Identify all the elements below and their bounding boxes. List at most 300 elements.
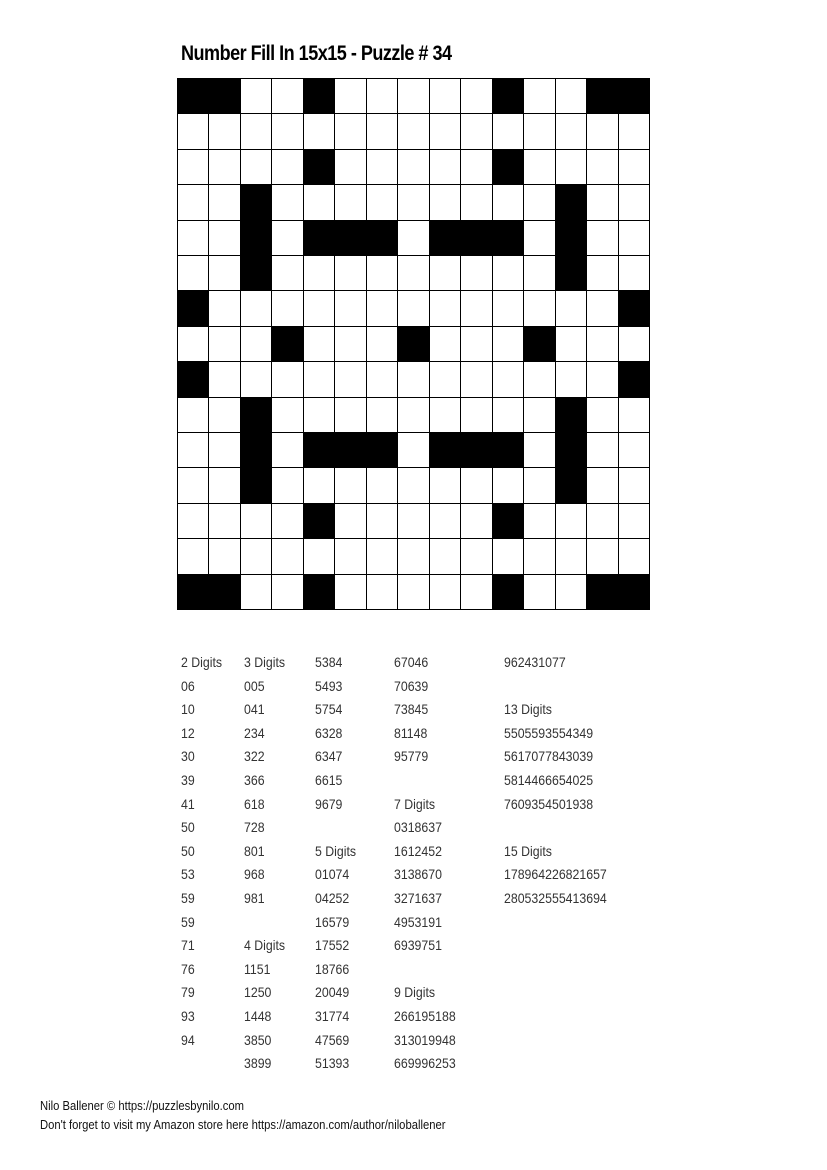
- black-cell: [241, 398, 271, 432]
- white-cell[interactable]: [430, 327, 460, 361]
- white-cell[interactable]: [587, 150, 617, 184]
- white-cell[interactable]: [304, 291, 334, 325]
- white-cell[interactable]: [556, 362, 586, 396]
- white-cell[interactable]: [587, 221, 617, 255]
- word-list-entry: 178964226821657: [504, 866, 607, 883]
- white-cell[interactable]: [430, 79, 460, 113]
- white-cell[interactable]: [461, 504, 491, 538]
- white-cell[interactable]: [335, 504, 365, 538]
- white-cell[interactable]: [272, 468, 302, 502]
- white-cell[interactable]: [398, 398, 428, 432]
- white-cell[interactable]: [461, 539, 491, 573]
- black-cell: [430, 433, 460, 467]
- white-cell[interactable]: [272, 575, 302, 609]
- white-cell[interactable]: [335, 575, 365, 609]
- word-list-entry: 6347: [315, 748, 343, 765]
- word-list-entry: 313019948: [394, 1031, 456, 1048]
- white-cell[interactable]: [524, 575, 554, 609]
- word-list-entry: 1250: [244, 984, 272, 1001]
- white-cell[interactable]: [587, 504, 617, 538]
- digit-group-heading: 7 Digits: [394, 795, 436, 812]
- white-cell[interactable]: [367, 114, 397, 148]
- white-cell[interactable]: [304, 539, 334, 573]
- word-list-entry: 30: [181, 748, 195, 765]
- white-cell[interactable]: [493, 185, 523, 219]
- white-cell[interactable]: [367, 256, 397, 290]
- word-list-entry: 5814466654025: [504, 771, 594, 788]
- white-cell[interactable]: [272, 114, 302, 148]
- white-cell[interactable]: [209, 114, 239, 148]
- word-list-entry: 51393: [315, 1055, 350, 1072]
- white-cell[interactable]: [367, 468, 397, 502]
- white-cell[interactable]: [178, 468, 208, 502]
- word-list-entry: 005: [244, 677, 265, 694]
- white-cell[interactable]: [272, 362, 302, 396]
- white-cell[interactable]: [430, 185, 460, 219]
- white-cell[interactable]: [461, 256, 491, 290]
- white-cell[interactable]: [524, 221, 554, 255]
- word-list-entry: 1151: [244, 960, 271, 977]
- black-cell: [493, 433, 523, 467]
- white-cell[interactable]: [556, 575, 586, 609]
- word-list-entry: 39: [181, 771, 195, 788]
- white-cell[interactable]: [619, 504, 649, 538]
- word-list-entry: [504, 816, 607, 840]
- white-cell[interactable]: [587, 468, 617, 502]
- white-cell[interactable]: [461, 185, 491, 219]
- white-cell[interactable]: [367, 575, 397, 609]
- white-cell[interactable]: [272, 221, 302, 255]
- black-cell: [304, 79, 334, 113]
- white-cell[interactable]: [619, 539, 649, 573]
- white-cell[interactable]: [304, 114, 334, 148]
- white-cell[interactable]: [367, 504, 397, 538]
- white-cell[interactable]: [524, 185, 554, 219]
- word-list-entry: 981: [244, 889, 265, 906]
- white-cell[interactable]: [209, 398, 239, 432]
- word-list-entry: 59: [181, 889, 195, 906]
- white-cell[interactable]: [178, 504, 208, 538]
- black-cell: [619, 362, 649, 396]
- white-cell[interactable]: [241, 504, 271, 538]
- black-cell: [398, 327, 428, 361]
- word-list-entry: 669996253: [394, 1055, 456, 1072]
- white-cell[interactable]: [178, 114, 208, 148]
- white-cell[interactable]: [524, 362, 554, 396]
- word-list-entry: 266195188: [394, 1007, 456, 1024]
- white-cell[interactable]: [587, 433, 617, 467]
- white-cell[interactable]: [461, 150, 491, 184]
- white-cell[interactable]: [461, 79, 491, 113]
- white-cell[interactable]: [241, 79, 271, 113]
- white-cell[interactable]: [335, 291, 365, 325]
- black-cell: [461, 433, 491, 467]
- white-cell[interactable]: [272, 291, 302, 325]
- word-list-entry: 3271637: [394, 889, 442, 906]
- white-cell[interactable]: [335, 362, 365, 396]
- word-list-entry: [504, 675, 607, 699]
- white-cell[interactable]: [304, 327, 334, 361]
- word-list-entry: 12: [181, 724, 195, 741]
- white-cell[interactable]: [430, 398, 460, 432]
- white-cell[interactable]: [493, 327, 523, 361]
- black-cell: [430, 221, 460, 255]
- white-cell[interactable]: [430, 150, 460, 184]
- white-cell[interactable]: [587, 539, 617, 573]
- word-list-entry: 20049: [315, 984, 350, 1001]
- black-cell: [556, 256, 586, 290]
- black-cell: [209, 79, 239, 113]
- white-cell[interactable]: [619, 468, 649, 502]
- black-cell: [304, 433, 334, 467]
- white-cell[interactable]: [209, 539, 239, 573]
- white-cell[interactable]: [209, 362, 239, 396]
- white-cell[interactable]: [524, 256, 554, 290]
- white-cell[interactable]: [493, 291, 523, 325]
- word-list-entry: 10: [181, 701, 195, 718]
- word-list-entry: 50: [181, 819, 195, 836]
- white-cell[interactable]: [430, 362, 460, 396]
- white-cell[interactable]: [461, 114, 491, 148]
- white-cell[interactable]: [367, 539, 397, 573]
- white-cell[interactable]: [209, 433, 239, 467]
- white-cell[interactable]: [241, 539, 271, 573]
- white-cell[interactable]: [430, 256, 460, 290]
- word-list-column-4: [394, 651, 456, 1076]
- white-cell[interactable]: [556, 539, 586, 573]
- word-list-entry: 801: [244, 842, 265, 859]
- white-cell[interactable]: [493, 539, 523, 573]
- word-list-entry: 76: [181, 960, 195, 977]
- black-cell: [619, 291, 649, 325]
- word-list-column-3: [315, 651, 356, 1076]
- word-list-entry: 93: [181, 1007, 195, 1024]
- white-cell[interactable]: [304, 398, 334, 432]
- white-cell[interactable]: [587, 398, 617, 432]
- white-cell[interactable]: [619, 150, 649, 184]
- black-cell: [493, 150, 523, 184]
- word-list-entry: [394, 769, 456, 793]
- black-cell: [493, 504, 523, 538]
- white-cell[interactable]: [304, 362, 334, 396]
- white-cell[interactable]: [524, 504, 554, 538]
- white-cell[interactable]: [430, 114, 460, 148]
- word-list-entry: [244, 911, 285, 935]
- white-cell[interactable]: [241, 291, 271, 325]
- white-cell[interactable]: [430, 291, 460, 325]
- white-cell[interactable]: [493, 468, 523, 502]
- word-list-entry: 0318637: [394, 819, 442, 836]
- white-cell[interactable]: [430, 468, 460, 502]
- white-cell[interactable]: [367, 362, 397, 396]
- black-cell: [241, 256, 271, 290]
- black-cell: [178, 79, 208, 113]
- white-cell[interactable]: [587, 362, 617, 396]
- white-cell[interactable]: [493, 362, 523, 396]
- black-cell: [367, 433, 397, 467]
- digit-group-heading: 2 Digits: [181, 654, 223, 670]
- word-list-entry: 31774: [315, 1007, 350, 1024]
- black-cell: [241, 221, 271, 255]
- word-list-entry: 41: [181, 795, 195, 812]
- black-cell: [556, 185, 586, 219]
- white-cell[interactable]: [398, 291, 428, 325]
- black-cell: [178, 291, 208, 325]
- white-cell[interactable]: [209, 185, 239, 219]
- word-list-entry: 94: [181, 1031, 195, 1048]
- white-cell[interactable]: [178, 221, 208, 255]
- white-cell[interactable]: [367, 79, 397, 113]
- white-cell[interactable]: [461, 291, 491, 325]
- word-list-entry: 041: [244, 701, 265, 718]
- digit-group-heading: 3 Digits: [244, 654, 286, 670]
- word-list-entry: 18766: [315, 960, 350, 977]
- digit-group-heading: 15 Digits: [504, 842, 552, 859]
- white-cell[interactable]: [335, 468, 365, 502]
- black-cell: [556, 468, 586, 502]
- white-cell[interactable]: [398, 433, 428, 467]
- word-list-entry: 322: [244, 748, 265, 765]
- word-list-column-2: [244, 651, 285, 1076]
- white-cell[interactable]: [619, 221, 649, 255]
- black-cell: [304, 150, 334, 184]
- word-list-entry: 968: [244, 866, 265, 883]
- footer: [40, 1097, 445, 1134]
- word-list-entry: 71: [181, 937, 195, 954]
- word-list-entry: 70639: [394, 677, 429, 694]
- black-cell: [556, 398, 586, 432]
- white-cell[interactable]: [524, 539, 554, 573]
- black-cell: [367, 221, 397, 255]
- footer-amazon-note: Don't forget to visit my Amazon store here https://amazon.com/author/niloballener: [40, 1117, 446, 1132]
- white-cell[interactable]: [335, 398, 365, 432]
- white-cell[interactable]: [398, 539, 428, 573]
- white-cell[interactable]: [241, 575, 271, 609]
- black-cell: [335, 433, 365, 467]
- white-cell[interactable]: [587, 327, 617, 361]
- word-list-entry: 7609354501938: [504, 795, 594, 812]
- black-cell: [241, 468, 271, 502]
- white-cell[interactable]: [178, 150, 208, 184]
- white-cell[interactable]: [619, 433, 649, 467]
- black-cell: [209, 575, 239, 609]
- white-cell[interactable]: [619, 256, 649, 290]
- black-cell: [178, 575, 208, 609]
- word-list-entry: 04252: [315, 889, 350, 906]
- white-cell[interactable]: [209, 468, 239, 502]
- word-list-entry: 234: [244, 724, 265, 741]
- black-cell: [493, 79, 523, 113]
- word-list-entry: 5384: [315, 654, 343, 670]
- white-cell[interactable]: [335, 79, 365, 113]
- white-cell[interactable]: [209, 221, 239, 255]
- white-cell[interactable]: [272, 539, 302, 573]
- white-cell[interactable]: [241, 327, 271, 361]
- white-cell[interactable]: [398, 185, 428, 219]
- white-cell[interactable]: [304, 468, 334, 502]
- white-cell[interactable]: [556, 150, 586, 184]
- white-cell[interactable]: [619, 398, 649, 432]
- white-cell[interactable]: [398, 221, 428, 255]
- white-cell[interactable]: [178, 256, 208, 290]
- white-cell[interactable]: [178, 433, 208, 467]
- white-cell[interactable]: [335, 327, 365, 361]
- word-list-entry: 728: [244, 819, 265, 836]
- white-cell[interactable]: [335, 539, 365, 573]
- word-list-entry: 01074: [315, 866, 350, 883]
- black-cell: [619, 79, 649, 113]
- white-cell[interactable]: [209, 291, 239, 325]
- white-cell[interactable]: [587, 185, 617, 219]
- word-list-entry: 67046: [394, 654, 429, 670]
- white-cell[interactable]: [461, 327, 491, 361]
- white-cell[interactable]: [398, 362, 428, 396]
- word-list-entry: 5617077843039: [504, 748, 594, 765]
- word-list-entry: 5754: [315, 701, 343, 718]
- word-list-entry: 6939751: [394, 937, 442, 954]
- white-cell[interactable]: [398, 150, 428, 184]
- word-list-entry: 73845: [394, 701, 429, 718]
- white-cell[interactable]: [367, 150, 397, 184]
- white-cell[interactable]: [587, 291, 617, 325]
- black-cell: [587, 79, 617, 113]
- word-list-entry: 4953191: [394, 913, 442, 930]
- word-list-entry: 17552: [315, 937, 350, 954]
- white-cell[interactable]: [619, 114, 649, 148]
- digit-group-heading: 4 Digits: [244, 937, 286, 954]
- white-cell[interactable]: [430, 504, 460, 538]
- word-list-entry: 81148: [394, 724, 428, 741]
- white-cell[interactable]: [272, 150, 302, 184]
- white-cell[interactable]: [556, 504, 586, 538]
- white-cell[interactable]: [209, 327, 239, 361]
- white-cell[interactable]: [524, 398, 554, 432]
- white-cell[interactable]: [398, 575, 428, 609]
- white-cell[interactable]: [461, 468, 491, 502]
- white-cell[interactable]: [524, 79, 554, 113]
- word-list-entry: 1612452: [394, 842, 442, 859]
- digit-group-heading: 13 Digits: [504, 701, 552, 718]
- white-cell[interactable]: [272, 185, 302, 219]
- word-list-entry: 59: [181, 913, 195, 930]
- white-cell[interactable]: [272, 398, 302, 432]
- white-cell[interactable]: [367, 185, 397, 219]
- white-cell[interactable]: [304, 185, 334, 219]
- white-cell[interactable]: [335, 185, 365, 219]
- white-cell[interactable]: [241, 362, 271, 396]
- white-cell[interactable]: [209, 256, 239, 290]
- white-cell[interactable]: [398, 504, 428, 538]
- word-list-entry: 5493: [315, 677, 343, 694]
- white-cell[interactable]: [619, 185, 649, 219]
- white-cell[interactable]: [524, 114, 554, 148]
- white-cell[interactable]: [587, 114, 617, 148]
- white-cell[interactable]: [335, 150, 365, 184]
- white-cell[interactable]: [556, 79, 586, 113]
- black-cell: [272, 327, 302, 361]
- white-cell[interactable]: [241, 150, 271, 184]
- black-cell: [241, 185, 271, 219]
- word-list-entry: 50: [181, 842, 195, 859]
- white-cell[interactable]: [556, 114, 586, 148]
- white-cell[interactable]: [272, 433, 302, 467]
- word-list-entry: 280532555413694: [504, 889, 607, 906]
- word-list-entry: 53: [181, 866, 195, 883]
- word-list-entry: 06: [181, 677, 195, 694]
- black-cell: [493, 221, 523, 255]
- white-cell[interactable]: [304, 256, 334, 290]
- white-cell[interactable]: [178, 327, 208, 361]
- black-cell: [304, 575, 334, 609]
- white-cell[interactable]: [335, 114, 365, 148]
- white-cell[interactable]: [430, 575, 460, 609]
- white-cell[interactable]: [556, 327, 586, 361]
- word-list-entry: [394, 958, 456, 982]
- white-cell[interactable]: [587, 256, 617, 290]
- white-cell[interactable]: [524, 291, 554, 325]
- white-cell[interactable]: [493, 398, 523, 432]
- white-cell[interactable]: [493, 256, 523, 290]
- word-list-entry: 16579: [315, 913, 350, 930]
- word-list-entry: 79: [181, 984, 195, 1001]
- white-cell[interactable]: [178, 539, 208, 573]
- black-cell: [556, 433, 586, 467]
- black-cell: [461, 221, 491, 255]
- white-cell[interactable]: [367, 398, 397, 432]
- white-cell[interactable]: [335, 256, 365, 290]
- white-cell[interactable]: [178, 185, 208, 219]
- white-cell[interactable]: [367, 327, 397, 361]
- white-cell[interactable]: [272, 79, 302, 113]
- word-list-entry: 95779: [394, 748, 429, 765]
- word-list-entry: 3138670: [394, 866, 442, 883]
- word-list-entry: 1448: [244, 1007, 272, 1024]
- white-cell[interactable]: [272, 504, 302, 538]
- white-cell[interactable]: [178, 398, 208, 432]
- digit-group-heading: 9 Digits: [394, 984, 436, 1001]
- white-cell[interactable]: [209, 150, 239, 184]
- white-cell[interactable]: [398, 79, 428, 113]
- white-cell[interactable]: [619, 327, 649, 361]
- black-cell: [587, 575, 617, 609]
- white-cell[interactable]: [398, 256, 428, 290]
- black-cell: [493, 575, 523, 609]
- black-cell: [619, 575, 649, 609]
- white-cell[interactable]: [398, 114, 428, 148]
- white-cell[interactable]: [272, 256, 302, 290]
- white-cell[interactable]: [367, 291, 397, 325]
- digit-group-heading: 5 Digits: [315, 842, 357, 859]
- white-cell[interactable]: [398, 468, 428, 502]
- white-cell[interactable]: [524, 433, 554, 467]
- white-cell[interactable]: [493, 114, 523, 148]
- word-list-entry: 6615: [315, 771, 343, 788]
- white-cell[interactable]: [556, 291, 586, 325]
- white-cell[interactable]: [524, 150, 554, 184]
- white-cell[interactable]: [524, 468, 554, 502]
- white-cell[interactable]: [461, 362, 491, 396]
- white-cell[interactable]: [461, 398, 491, 432]
- white-cell[interactable]: [209, 504, 239, 538]
- white-cell[interactable]: [241, 114, 271, 148]
- word-list-entry: 618: [244, 795, 265, 812]
- word-list-entry: [315, 816, 356, 840]
- white-cell[interactable]: [430, 539, 460, 573]
- word-list-entry: 47569: [315, 1031, 350, 1048]
- white-cell[interactable]: [461, 575, 491, 609]
- page-title: Number Fill In 15x15 - Puzzle # 34: [181, 42, 452, 65]
- word-list-entry: 366: [244, 771, 265, 788]
